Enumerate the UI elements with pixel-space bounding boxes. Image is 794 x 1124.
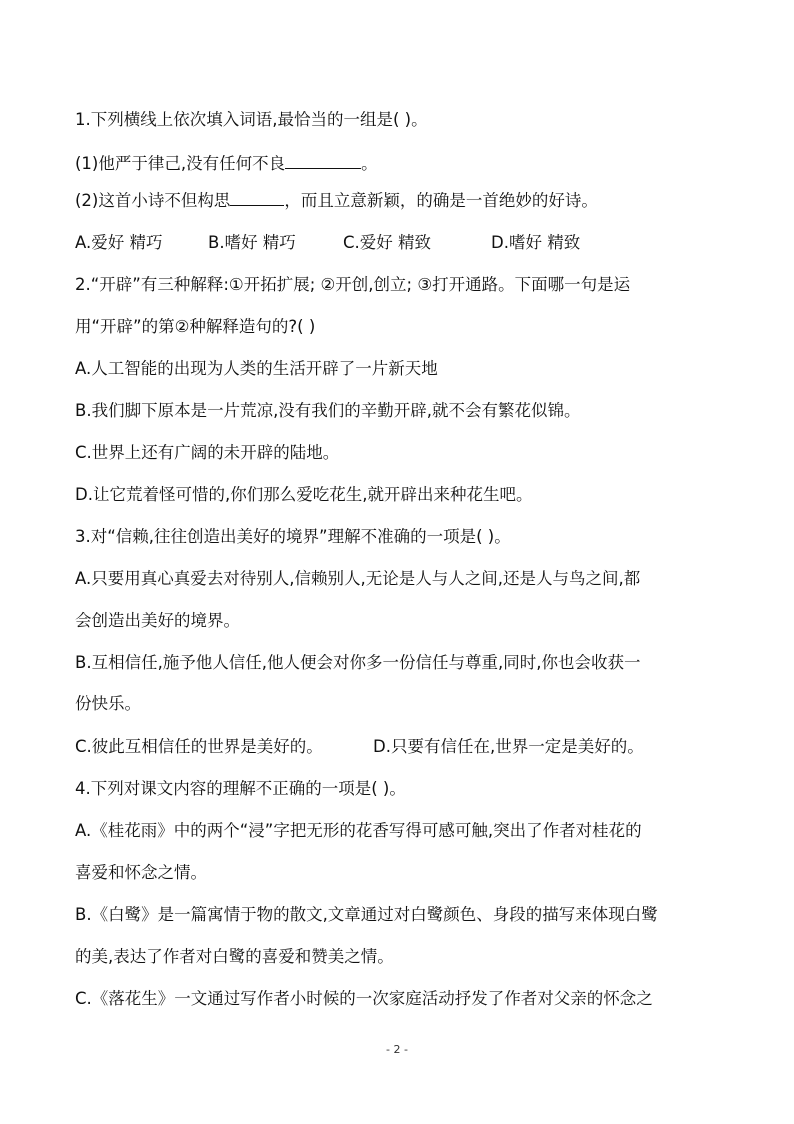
q2-option-c: C.世界上还有广阔的未开辟的陆地。 — [75, 443, 340, 462]
q3-option-a-line-2: 会创造出美好的境界。 — [75, 611, 240, 630]
page-number: - 2 - — [386, 1043, 408, 1056]
q4-option-a-line-1: A.《桂花雨》中的两个“浸”字把无形的花香写得可感可触,突出了作者对桂花的 — [75, 821, 642, 840]
q1-s2-text: (2)这首小诗不但构思 — [75, 191, 231, 210]
q2-stem-line-1: 2.“开辟”有三种解释:①开拓扩展; ②开创,创立; ③打开通路。下面哪一句是运 — [75, 275, 631, 294]
q4-option-b-line-2: 的美,表达了作者对白鹭的喜爱和赞美之情。 — [75, 947, 394, 966]
q1-sentence-1 — [75, 153, 735, 175]
q1-option-b: B.嗜好 精巧 — [208, 233, 296, 252]
q1-option-c: C.爱好 精致 — [343, 233, 432, 252]
q2-stem-line-2: 用“开辟”的第②种解释造句的?( ) — [75, 317, 316, 336]
q4-stem: 4.下列对课文内容的理解不正确的一项是( )。 — [75, 779, 406, 798]
q3-stem: 3.对“信赖,往往创造出美好的境界”理解不准确的一项是( )。 — [75, 527, 511, 546]
q1-blank-2 — [230, 190, 284, 206]
q2-option-d: D.让它荒着怪可惜的,你们那么爱吃花生,就开辟出来种花生吧。 — [75, 485, 533, 504]
q4-option-c-line-1: C.《落花生》一文通过写作者小时候的一次家庭活动抒发了作者对父亲的怀念之 — [75, 989, 653, 1008]
q1-option-a: A.爱好 精巧 — [75, 233, 163, 252]
q1-sentence-2 — [75, 190, 735, 212]
q2-option-a: A.人工智能的出现为人类的生活开辟了一片新天地 — [75, 359, 438, 378]
q3-option-b-line-1: B.互相信任,施予他人信任,他人便会对你多一份信任与尊重,同时,你也会收获一 — [75, 653, 641, 672]
q1-blank-1 — [285, 153, 361, 169]
q3-option-a-line-1: A.只要用真心真爱去对待别人,信赖别人,无论是人与人之间,还是人与鸟之间,都 — [75, 569, 641, 588]
q2-option-b: B.我们脚下原本是一片荒凉,没有我们的辛勤开辟,就不会有繁花似锦。 — [75, 401, 581, 420]
q1-stem: 1.下列横线上依次填入词语,最恰当的一组是( )。 — [75, 110, 428, 129]
q1-s1-end: 。 — [361, 154, 378, 173]
q1-options — [75, 232, 735, 254]
q4-option-b-line-1: B.《白鹭》是一篇寓情于物的散文,文章通过对白鹭颜色、身段的描写来体现白鹭 — [75, 905, 658, 924]
q3-option-d: D.只要有信任在,世界一定是美好的。 — [373, 737, 644, 756]
q3-options-cd — [75, 736, 735, 758]
q3-option-b-line-2: 份快乐。 — [75, 694, 141, 713]
q1-option-d: D.嗜好 精致 — [491, 233, 581, 252]
q4-option-a-line-2: 喜爱和怀念之情。 — [75, 863, 207, 882]
q1-s1-text: (1)他严于律己,没有任何不良 — [75, 154, 286, 173]
q1-s2-end: ，而且立意新颖，的确是一首绝妙的好诗。 — [284, 191, 598, 210]
q3-option-c: C.彼此互相信任的世界是美好的。 — [75, 737, 323, 756]
